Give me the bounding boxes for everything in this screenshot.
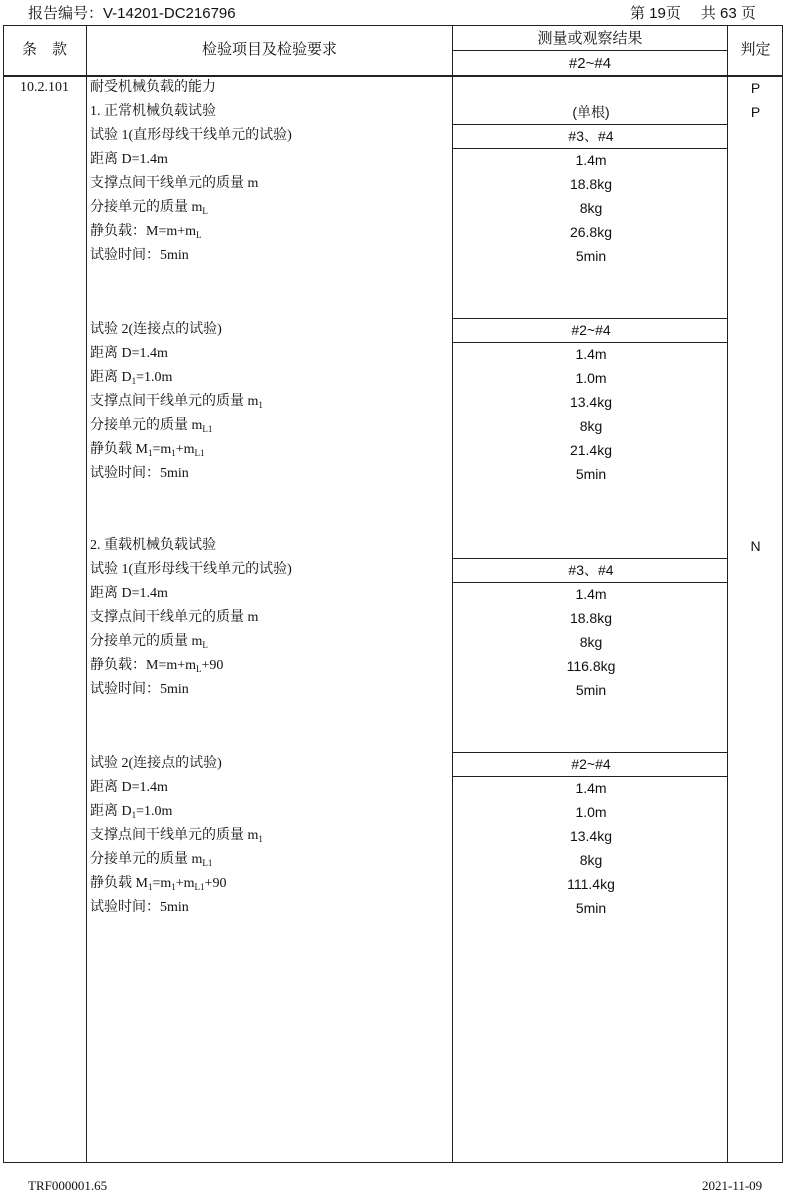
row-value: 13.4kg [569,394,613,410]
row-value: 8kg [579,418,603,434]
label-subscript: 1 [171,448,176,458]
label-subscript: 1 [258,400,263,410]
row-value: 5min [575,248,607,264]
row-value: 8kg [579,634,603,650]
label-text: 试验时间：5min [90,466,189,481]
label-text: 分接单元的质量 m [90,634,203,649]
label-text: 试验 1(直形母线干线单元的试验) [90,128,292,143]
label-text: 试验时间：5min [90,682,189,697]
label-subscript: L [196,664,202,674]
label-subscript: L [202,640,208,650]
row-value: 5min [575,466,607,482]
label-subscript: L1 [194,448,205,458]
label-text: +90 [204,876,227,891]
row-label [90,322,222,338]
row-label [90,852,212,868]
label-text: 距离 D [90,370,132,385]
label-text: 试验 1(直形母线干线单元的试验) [90,562,292,577]
row-value: 8kg [579,200,603,216]
label-subscript: L1 [202,424,213,434]
label-text: =1.0m [136,804,173,819]
row-label [90,876,226,892]
row-label [90,128,292,144]
label-subscript: L1 [202,858,213,868]
label-text: +90 [201,658,224,673]
report-number: 报告编号：V-14201-DC216796 [28,5,236,22]
row-label [90,152,168,168]
row-label [90,900,189,916]
clause-header: 条 款 [21,41,67,58]
row-value: #2~#4 [571,322,611,338]
label-subscript: L [196,230,202,240]
label-text: 耐受机械负载的能力 [90,80,216,95]
row-value: #3、#4 [568,562,614,578]
label-text: 试验时间：5min [90,248,189,263]
label-text: 静负载 M [90,442,148,457]
label-text: 支撑点间干线单元的质量 m [90,610,259,625]
label-text: =m [152,876,172,891]
row-label [90,176,258,192]
row-verdict: N [750,538,761,554]
row-value: #2~#4 [571,756,611,772]
row-label [90,224,202,240]
label-text: 支撑点间干线单元的质量 m [90,828,259,843]
label-text: =m [152,442,172,457]
row-value: (单根) [572,104,610,120]
label-subscript: 1 [258,834,263,844]
label-text: 静负载 M [90,876,148,891]
row-value: 111.4kg [567,876,615,892]
row-verdict: P [750,80,761,96]
label-text: 距离 D [90,804,132,819]
row-value: 1.0m [575,370,607,386]
row-value: 1.4m [575,780,607,796]
label-subscript: L1 [194,882,205,892]
row-label [90,370,172,386]
row-label [90,586,168,602]
label-subscript: L [202,206,208,216]
row-label [90,538,216,554]
label-text: 静负载：M=m+m [90,224,197,239]
row-verdict: P [750,104,761,120]
label-text: 分接单元的质量 m [90,852,203,867]
row-value: #3、#4 [568,128,614,144]
row-value: 116.8kg [566,658,616,674]
sample-header: #2~#4 [568,55,612,72]
label-text: =1.0m [136,370,173,385]
label-text: 分接单元的质量 m [90,200,203,215]
row-value: 8kg [579,852,603,868]
label-text: 支撑点间干线单元的质量 m [90,394,259,409]
row-value: 18.8kg [569,176,613,192]
row-label [90,634,208,650]
row-value: 1.4m [575,152,607,168]
label-text: 2. 重载机械负载试验 [90,538,216,553]
label-text: 距离 D=1.4m [90,152,168,167]
row-label [90,756,222,772]
report-date: 2021-11-09 [702,1178,763,1193]
row-value: 26.8kg [569,224,613,240]
label-text: 静负载：M=m+m [90,658,197,673]
label-text: 试验时间：5min [90,900,189,915]
page-number: 第 19页 [630,5,681,22]
row-label [90,80,216,96]
label-text: +m [175,442,195,457]
label-subscript: 1 [147,448,153,458]
row-label [90,248,189,264]
label-text: 距离 D=1.4m [90,586,168,601]
row-label [90,682,189,698]
label-text: 1. 正常机械负载试验 [90,104,216,119]
row-label [90,104,216,120]
label-subscript: 1 [131,810,137,820]
label-subscript: 1 [147,882,153,892]
row-label [90,828,263,844]
label-subscript: 1 [171,882,176,892]
row-label [90,200,208,216]
verdict-header: 判定 [740,41,771,58]
page-info [630,2,760,23]
row-value: 5min [575,682,607,698]
row-label [90,562,292,578]
row-label [90,610,258,626]
row-label [90,346,168,362]
form-code: TRF000001.65 [28,1178,108,1193]
row-value: 13.4kg [569,828,613,844]
result-header: 测量或观察结果 [537,30,643,47]
row-label [90,804,172,820]
label-subscript: 1 [131,376,137,386]
page-total: 共 63 页 [700,5,756,22]
label-text: 分接单元的质量 m [90,418,203,433]
row-label [90,780,168,796]
item-header: 检验项目及检验要求 [201,41,337,58]
label-text: 支撑点间干线单元的质量 m [90,176,259,191]
row-label [90,658,223,674]
row-label [90,466,189,482]
label-text: 距离 D=1.4m [90,346,168,361]
row-value: 18.8kg [569,610,613,626]
label-text: 距离 D=1.4m [90,780,168,795]
row-label [90,394,263,410]
label-text: +m [175,876,195,891]
clause-id: 10.2.101 [20,80,69,95]
row-value: 1.4m [575,346,607,362]
label-text: 试验 2(连接点的试验) [90,756,222,771]
row-value: 1.0m [575,804,607,820]
label-text: 试验 2(连接点的试验) [90,322,222,337]
row-value: 21.4kg [569,442,613,458]
row-value: 5min [575,900,607,916]
row-label [90,418,212,434]
row-label [90,442,205,458]
row-value: 1.4m [575,586,607,602]
